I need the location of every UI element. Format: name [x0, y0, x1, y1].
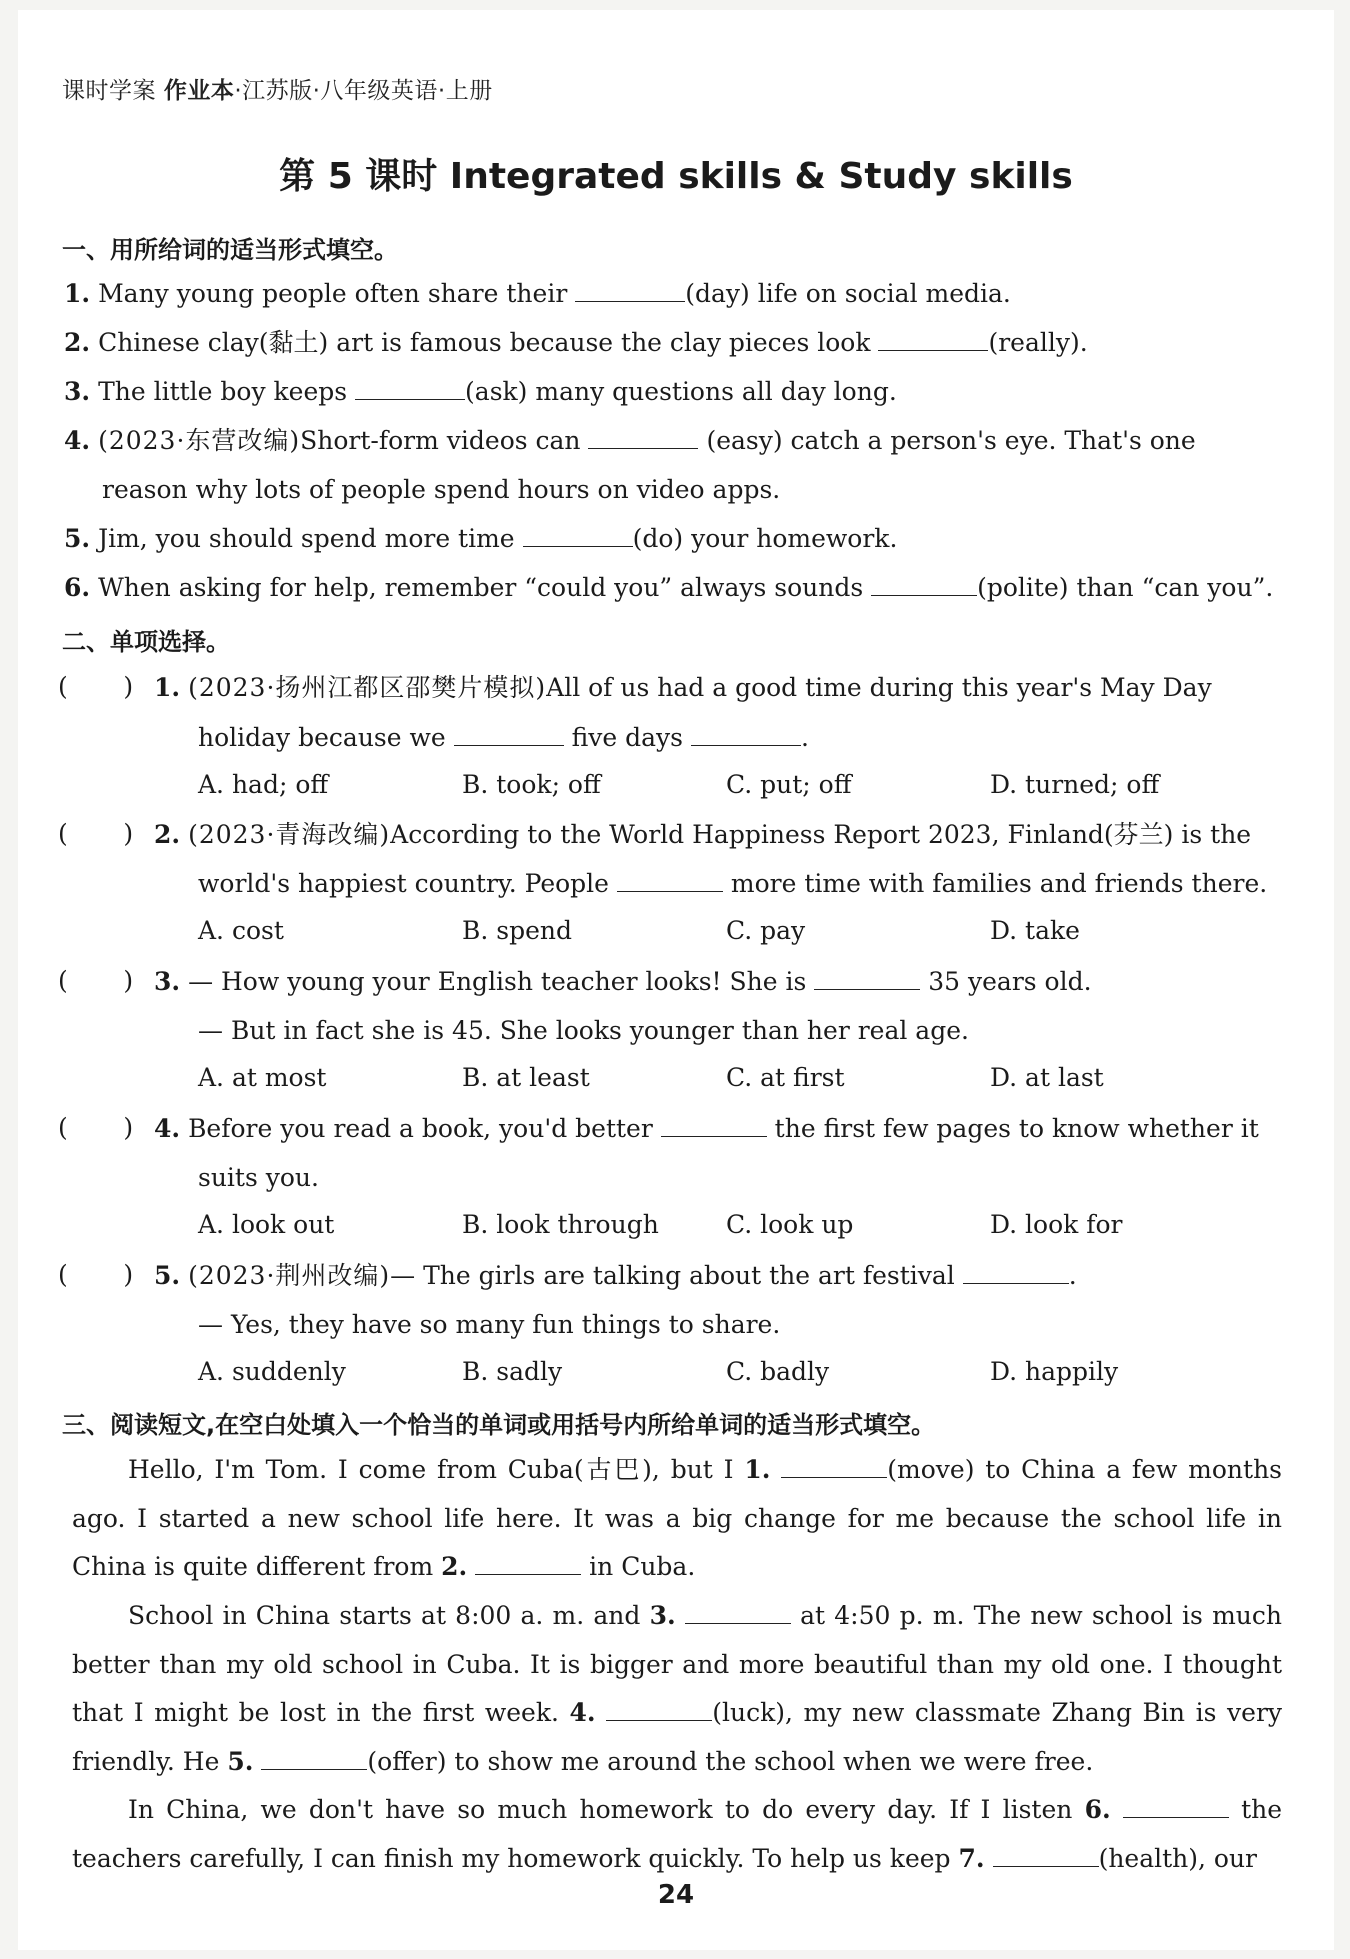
mc-q2-line2: world's happiest country. People more time with families and friends there. [198, 869, 1268, 898]
passage-blank-7[interactable] [993, 1844, 1099, 1867]
s1-item-6: 6. When asking for help, remember “could you” always sounds (polite) than “can you”. [64, 573, 1274, 602]
mc-q3-line2: — But in fact she is 45. She looks younger than her real age. [198, 1016, 969, 1045]
mc-q4-option-d[interactable]: D. look for [990, 1210, 1123, 1239]
mc-q4-line1: 4. Before you read a book, you'd better the first few pages to know whether it [154, 1114, 1259, 1143]
mc-q3-option-b[interactable]: B. at least [462, 1063, 590, 1092]
answer-blank[interactable] [661, 1114, 767, 1137]
mc-q4-option-a[interactable]: A. look out [198, 1210, 335, 1239]
mc-q1-line2: holiday because we five days . [198, 723, 809, 752]
section2-heading: 二、单项选择。 [62, 628, 230, 656]
mc-q2-line1: 2. (2023·青海改编)According to the World Happiness Report 2023, Finland(芬兰) is the [154, 820, 1252, 849]
mc-q1-line1: 1. (2023·扬州江都区邵樊片模拟)All of us had a good time during this year's May Day [154, 673, 1212, 702]
answer-blank[interactable] [575, 279, 685, 302]
answer-paren[interactable]: ( ) [58, 672, 134, 701]
passage-blank-6[interactable] [1123, 1795, 1229, 1818]
passage-paragraph-1: Hello, I'm Tom. I come from Cuba(古巴), but I 1. (move) to China a few months ago. I started a new school life here. It was a big change for me because the school life in China is quite different from 2. in Cuba. [72, 1455, 1282, 1581]
header-brand: 课时学案 [62, 78, 156, 104]
passage-blank-2[interactable] [475, 1552, 581, 1575]
mc-q4-option-b[interactable]: B. look through [462, 1210, 659, 1239]
mc-q4-option-c[interactable]: C. look up [726, 1210, 854, 1239]
section3-heading: 三、阅读短文,在空白处填入一个恰当的单词或用括号内所给单词的适当形式填空。 [62, 1411, 936, 1439]
s1-item-4-continued: reason why lots of people spend hours on video apps. [102, 475, 781, 504]
mc-q5-option-b[interactable]: B. sadly [462, 1357, 563, 1386]
passage-paragraph-3: In China, we don't have so much homework to do every day. If I listen 6. the teachers carefully, I can finish my homework quickly. To help us keep 7. (health), our [72, 1795, 1283, 1873]
book-header [62, 72, 493, 105]
lesson-title: 第 5 课时 Integrated skills & Study skills [279, 156, 1073, 197]
passage-blank-1[interactable] [781, 1455, 887, 1478]
answer-blank[interactable] [963, 1261, 1069, 1284]
worksheet-page [18, 10, 1334, 1950]
answer-blank[interactable] [454, 723, 564, 746]
s1-item-2: 2. Chinese clay(黏土) art is famous because the clay pieces look (really). [64, 328, 1088, 357]
mc-q3-option-d[interactable]: D. at last [990, 1063, 1104, 1092]
answer-blank[interactable] [814, 967, 920, 990]
mc-q2-option-d[interactable]: D. take [990, 916, 1080, 945]
mc-q1-option-a[interactable]: A. had; off [198, 770, 329, 799]
answer-blank[interactable] [523, 524, 633, 547]
mc-q2-option-a[interactable]: A. cost [198, 916, 284, 945]
s1-item-5: 5. Jim, you should spend more time (do) your homework. [64, 524, 898, 553]
mc-q1-option-b[interactable]: B. took; off [462, 770, 601, 799]
mc-q3-line1: 3. — How young your English teacher looks! She is 35 years old. [154, 967, 1092, 996]
answer-blank[interactable] [355, 377, 465, 400]
section1-heading: 一、用所给词的适当形式填空。 [62, 236, 398, 264]
mc-q1-option-d[interactable]: D. turned; off [990, 770, 1160, 799]
mc-q3-option-a[interactable]: A. at most [198, 1063, 327, 1092]
s1-item-4: 4. (2023·东营改编)Short-form videos can (easy) catch a person's eye. That's one [64, 426, 1196, 455]
passage-paragraph-2: School in China starts at 8:00 a. m. and 3. at 4:50 p. m. The new school is much better than my old school in Cuba. It is bigger and more beautiful than my old one. I thought that I might be lost in the first week. 4. (luck), my new classmate Zhang Bin is very friendly. He 5. (offer) to show me around the school when we were free. [72, 1601, 1283, 1776]
mc-q5-option-c[interactable]: C. badly [726, 1357, 830, 1386]
header-book: 作业本 [163, 78, 235, 104]
answer-blank[interactable] [871, 573, 977, 596]
mc-q1-option-c[interactable]: C. put; off [726, 770, 852, 799]
answer-blank[interactable] [691, 723, 801, 746]
answer-paren[interactable]: ( ) [58, 966, 134, 995]
header-rest: ·江苏版·八年级英语·上册 [234, 78, 493, 104]
passage-blank-5[interactable] [261, 1747, 367, 1770]
mc-q5-line1: 5. (2023·荆州改编)— The girls are talking about the art festival . [154, 1261, 1077, 1290]
mc-q2-option-c[interactable]: C. pay [726, 916, 806, 945]
answer-paren[interactable]: ( ) [58, 1113, 134, 1142]
answer-blank[interactable] [617, 869, 723, 892]
mc-q5-option-d[interactable]: D. happily [990, 1357, 1119, 1386]
mc-q5-line2: — Yes, they have so many fun things to share. [198, 1310, 781, 1339]
passage-blank-4[interactable] [606, 1698, 712, 1721]
s1-item-1: 1. Many young people often share their (day) life on social media. [64, 279, 1011, 308]
answer-blank[interactable] [878, 328, 988, 351]
answer-paren[interactable]: ( ) [58, 819, 134, 848]
page-number: 24 [657, 1880, 695, 1910]
mc-q3-option-c[interactable]: C. at first [726, 1063, 845, 1092]
passage-blank-3[interactable] [685, 1601, 791, 1624]
answer-blank[interactable] [588, 426, 698, 449]
mc-q4-line2: suits you. [198, 1163, 319, 1192]
mc-q5-option-a[interactable]: A. suddenly [198, 1357, 346, 1386]
answer-paren[interactable]: ( ) [58, 1260, 134, 1289]
mc-q2-option-b[interactable]: B. spend [462, 916, 572, 945]
s1-item-3: 3. The little boy keeps (ask) many questions all day long. [64, 377, 897, 406]
